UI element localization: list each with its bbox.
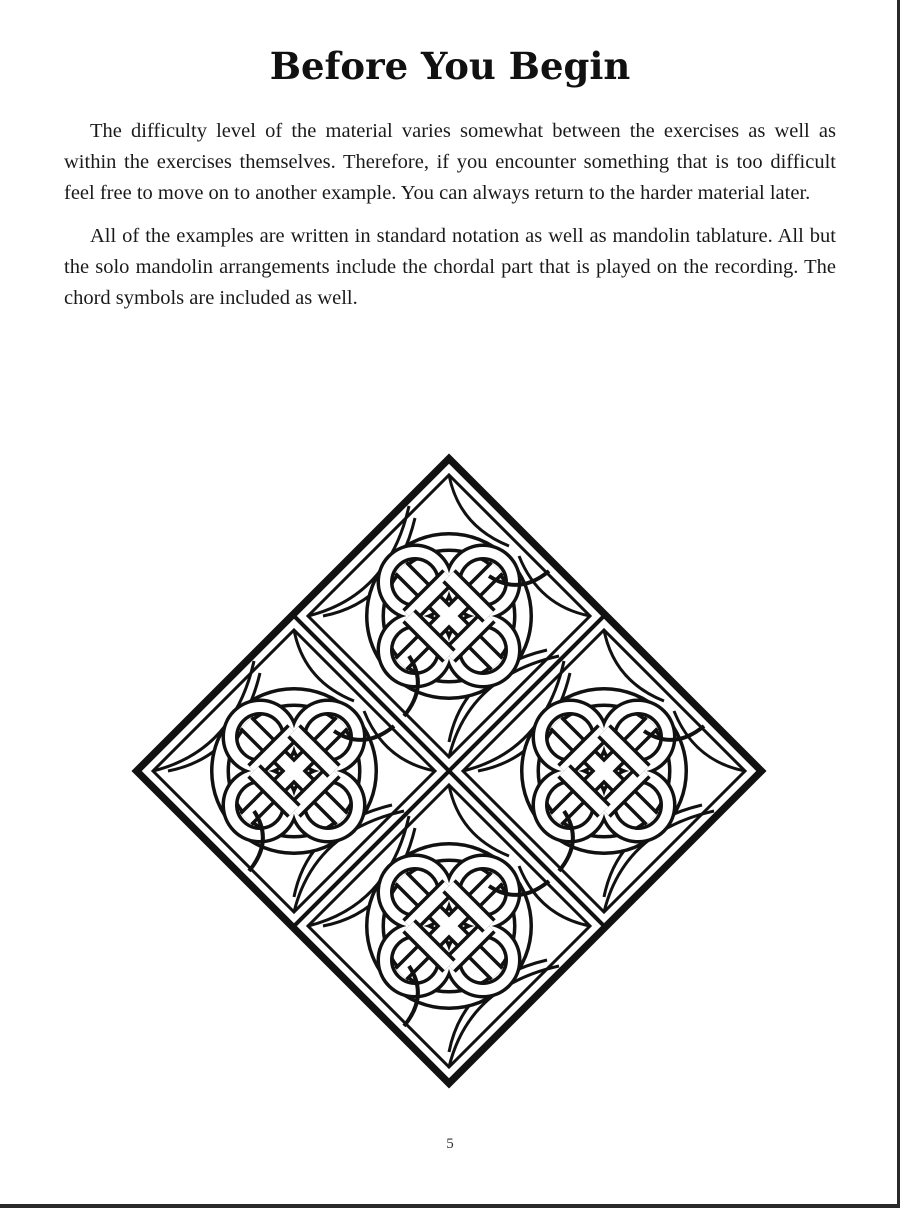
celtic-knot-diamond-icon [131,453,767,1089]
intro-text [64,116,836,326]
paragraph-notation: All of the examples are written in standard notation as well as mandolin tablature. All but the solo mandolin arrangements include the chordal part that is played on the recording. The chord symbols are included as well. [64,225,836,309]
paragraph-difficulty: The difficulty level of the material varies somewhat between the exercises as well as within the exercises themselves. Therefore, if you encounter something that is too difficult feel free to move on to another example. You can always return to the harder material later. [64,120,836,204]
page-title: Before You Begin [269,44,631,88]
page-edge-bottom [0,1204,900,1208]
page-number: 5 [446,1136,454,1152]
